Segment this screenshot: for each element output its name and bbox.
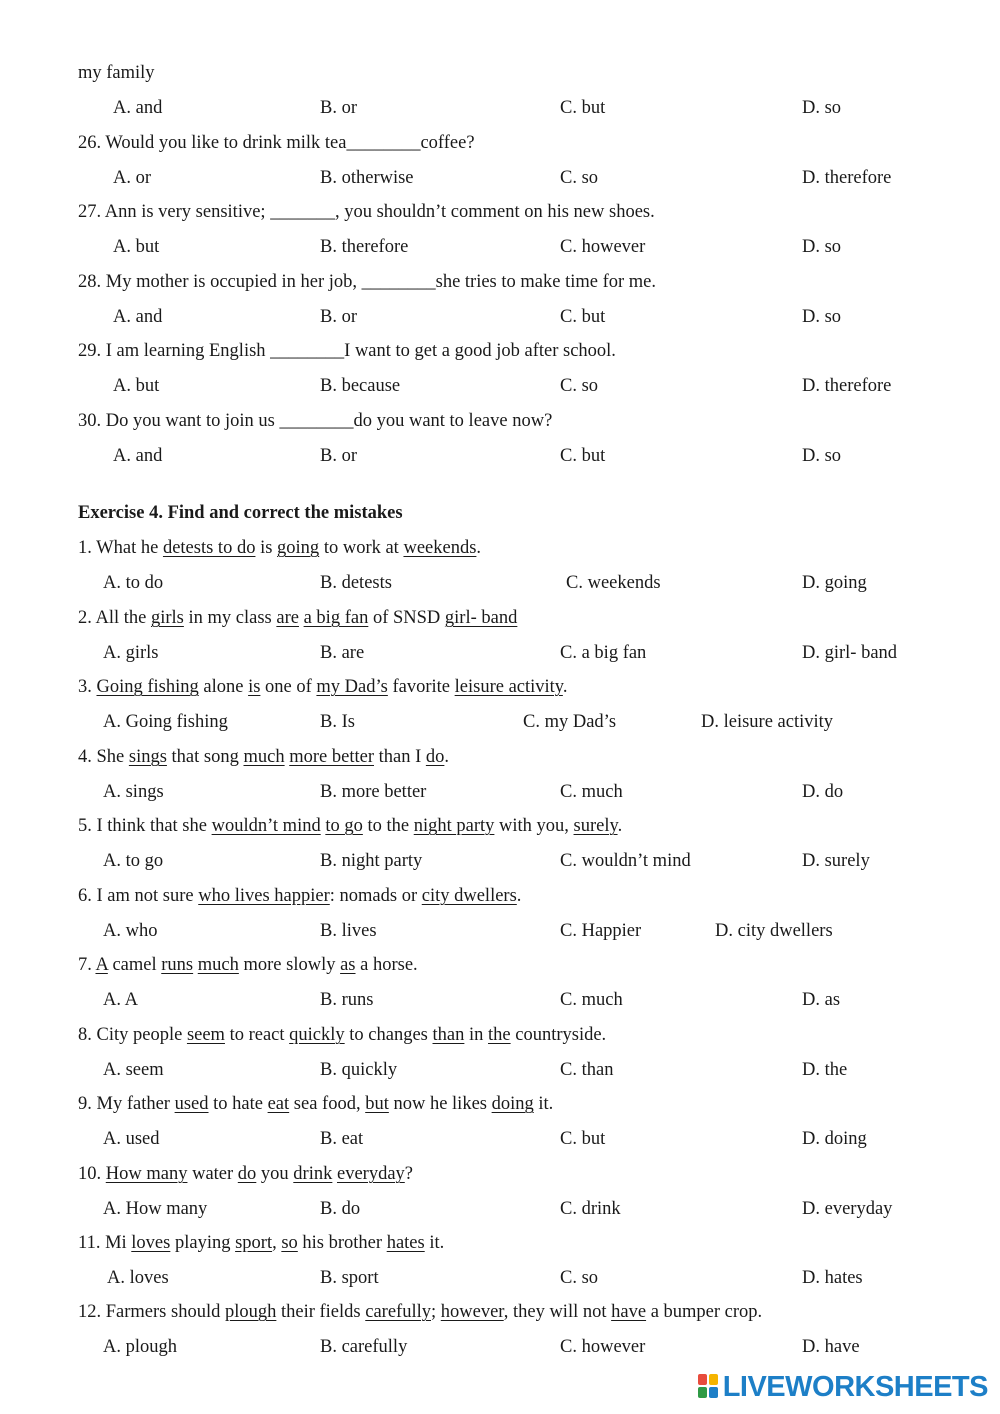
item-sentence <box>78 1024 606 1046</box>
underlined-segment[interactable]: my Dad’s <box>316 677 388 697</box>
underlined-segment[interactable]: drink <box>293 1164 333 1184</box>
item-sentence <box>78 885 521 907</box>
option-b[interactable]: B. or <box>320 98 357 118</box>
option-c[interactable]: C. drink <box>560 1199 621 1219</box>
option-d[interactable]: D. city dwellers <box>715 921 833 941</box>
option-c[interactable]: C. than <box>560 1060 614 1080</box>
sentence-text: 8. City people <box>78 1025 187 1045</box>
option-c[interactable]: C. but <box>560 98 606 118</box>
underlined-segment[interactable]: sings <box>128 747 167 767</box>
underlined-segment[interactable]: weekends <box>403 538 477 558</box>
option-a[interactable]: A. girls <box>103 643 159 663</box>
option-b[interactable]: B. otherwise <box>320 168 414 188</box>
underlined-segment[interactable]: have <box>611 1302 647 1322</box>
option-c[interactable]: C. weekends <box>566 573 661 593</box>
underlined-segment[interactable]: A <box>95 955 108 975</box>
option-b[interactable]: B. because <box>320 376 401 396</box>
option-a[interactable]: A. and <box>113 98 163 118</box>
option-d[interactable]: D. so <box>802 98 842 118</box>
underlined-segment[interactable]: is <box>248 677 261 697</box>
underlined-segment[interactable]: to go <box>325 816 363 836</box>
liveworksheets-logo[interactable] <box>698 1370 988 1404</box>
underlined-segment[interactable]: but <box>365 1094 389 1114</box>
sentence-text: sea food, <box>289 1094 366 1114</box>
underlined-segment[interactable]: so <box>281 1233 298 1253</box>
option-c[interactable]: C. so <box>560 1268 599 1288</box>
question-25-stem-tail: my family <box>78 63 155 83</box>
underlined-segment[interactable]: loves <box>131 1233 171 1253</box>
sentence-text: you <box>256 1164 294 1184</box>
option-b[interactable]: B. more better <box>320 782 427 802</box>
option-a[interactable]: A. but <box>113 237 160 257</box>
sentence-text: playing <box>170 1233 236 1253</box>
option-d[interactable]: D. the <box>802 1060 848 1080</box>
underlined-segment[interactable]: girl- band <box>444 608 518 628</box>
underlined-segment[interactable]: sport <box>235 1233 273 1253</box>
option-d[interactable]: D. as <box>802 990 841 1010</box>
underlined-segment[interactable]: quickly <box>289 1025 345 1045</box>
sentence-text: to work at <box>319 538 404 558</box>
sentence-text: 3. <box>78 677 97 697</box>
option-b[interactable]: B. therefore <box>320 237 409 257</box>
item-sentence <box>78 607 517 629</box>
sentence-text: 5. I think that she <box>78 816 212 836</box>
answer-blank[interactable]: ________ <box>279 411 354 431</box>
option-d[interactable]: D. so <box>802 446 842 466</box>
underlined-segment[interactable]: girls <box>150 608 184 628</box>
underlined-segment[interactable]: much <box>197 955 239 975</box>
option-a[interactable]: A. but <box>113 376 160 396</box>
sentence-text: favorite <box>387 677 455 697</box>
item-sentence <box>78 537 481 559</box>
underlined-segment[interactable]: runs <box>161 955 194 975</box>
option-b[interactable]: B. Is <box>320 712 355 732</box>
option-d[interactable]: D. so <box>802 307 842 327</box>
question-stem: 30. Do you want to join us ________do you want to leave now? <box>78 411 553 431</box>
underlined-segment[interactable]: who lives happier <box>198 886 330 906</box>
option-d[interactable]: D. going <box>802 573 867 593</box>
sentence-text: a bumper crop. <box>646 1302 763 1322</box>
underlined-segment[interactable]: night party <box>413 816 495 836</box>
option-a[interactable]: A. plough <box>103 1337 177 1357</box>
option-a[interactable]: A. A <box>103 990 138 1010</box>
sentence-text: it. <box>424 1233 445 1253</box>
sentence-text: : nomads or <box>329 886 422 906</box>
option-a[interactable]: A. or <box>113 168 152 188</box>
sentence-text: his brother <box>297 1233 387 1253</box>
underlined-segment[interactable]: however <box>440 1302 504 1322</box>
underlined-segment[interactable]: going <box>277 538 320 558</box>
underlined-segment[interactable]: the <box>488 1025 511 1045</box>
sentence-text: with you, <box>494 816 574 836</box>
option-d[interactable]: D. hates <box>802 1268 863 1288</box>
option-c[interactable]: C. much <box>560 990 623 1010</box>
sentence-text: 11. Mi <box>78 1233 132 1253</box>
underlined-segment[interactable]: seem <box>186 1025 225 1045</box>
option-c[interactable]: C. a big fan <box>560 643 647 663</box>
option-b[interactable]: B. carefully <box>320 1337 408 1357</box>
underlined-segment[interactable]: city dwellers <box>421 886 517 906</box>
underlined-segment[interactable]: are <box>276 608 299 628</box>
option-b[interactable]: B. sport <box>320 1268 379 1288</box>
sentence-text: 9. My father <box>78 1094 175 1114</box>
sentence-text: water <box>187 1164 238 1184</box>
option-d[interactable]: D. have <box>802 1337 860 1357</box>
sentence-text: to hate <box>208 1094 268 1114</box>
liveworksheets-logo-icon <box>698 1374 720 1400</box>
sentence-text: camel <box>107 955 162 975</box>
underlined-segment[interactable]: hates <box>386 1233 425 1253</box>
answer-blank[interactable]: _______ <box>270 202 335 222</box>
question-stem: 26. Would you like to drink milk tea________coffee? <box>78 133 475 153</box>
option-a[interactable]: A. and <box>113 307 163 327</box>
option-c[interactable]: C. but <box>560 446 606 466</box>
item-sentence <box>78 1093 553 1115</box>
underlined-segment[interactable]: plough <box>224 1302 277 1322</box>
option-d[interactable]: D. surely <box>802 851 870 871</box>
option-c[interactable]: C. much <box>560 782 623 802</box>
sentence-text: 12. Farmers should <box>78 1302 225 1322</box>
sentence-text: . <box>562 677 568 697</box>
option-b[interactable]: B. do <box>320 1199 361 1219</box>
option-a[interactable]: A. and <box>113 446 163 466</box>
option-b[interactable]: B. are <box>320 643 365 663</box>
sentence-text: 10. <box>78 1164 106 1184</box>
question-stem: 28. My mother is occupied in her job, ________she tries to make time for me. <box>78 272 657 292</box>
sentence-text: 6. I am not sure <box>78 886 199 906</box>
option-d[interactable]: D. girl- band <box>802 643 898 663</box>
answer-blank[interactable]: ________ <box>346 133 421 153</box>
option-b[interactable]: B. or <box>320 446 357 466</box>
sentence-text: to react <box>224 1025 290 1045</box>
option-c[interactable]: C. however <box>560 1337 646 1357</box>
option-c[interactable]: C. but <box>560 1129 606 1149</box>
sentence-text: is <box>255 538 278 558</box>
underlined-segment[interactable]: doing <box>491 1094 534 1114</box>
sentence-text: ; <box>431 1302 441 1322</box>
sentence-text: countryside. <box>510 1025 607 1045</box>
option-c[interactable]: C. but <box>560 307 606 327</box>
option-d[interactable]: D. doing <box>802 1129 867 1149</box>
option-b[interactable]: B. detests <box>320 573 392 593</box>
option-d[interactable]: D. everyday <box>802 1199 893 1219</box>
sentence-text: now he likes <box>388 1094 492 1114</box>
underlined-segment[interactable]: more better <box>289 747 374 767</box>
sentence-text: one of <box>260 677 317 697</box>
option-a[interactable]: A. used <box>103 1129 160 1149</box>
underlined-segment[interactable]: leisure activity <box>454 677 563 697</box>
underlined-segment[interactable]: carefully <box>365 1302 431 1322</box>
answer-blank[interactable]: ________ <box>270 341 345 361</box>
sentence-text: in my class <box>183 608 277 628</box>
sentence-text: . <box>617 816 623 836</box>
item-sentence <box>78 746 449 768</box>
exercise-4-heading: Exercise 4. Find and correct the mistakes <box>78 503 403 523</box>
option-a[interactable]: A. who <box>103 921 158 941</box>
sentence-text: than I <box>373 747 426 767</box>
underlined-segment[interactable]: surely <box>573 816 618 836</box>
underlined-segment[interactable]: much <box>243 747 285 767</box>
sentence-text: , they will not <box>503 1302 612 1322</box>
sentence-text: alone <box>198 677 249 697</box>
option-a[interactable]: A. loves <box>107 1268 169 1288</box>
underlined-segment[interactable]: do <box>425 747 445 767</box>
sentence-text: 7. <box>78 955 96 975</box>
option-b[interactable]: B. or <box>320 307 357 327</box>
option-d[interactable]: D. so <box>802 237 842 257</box>
option-b[interactable]: B. night party <box>320 851 423 871</box>
sentence-text: a horse. <box>355 955 418 975</box>
option-b[interactable]: B. runs <box>320 990 374 1010</box>
sentence-text: to the <box>362 816 414 836</box>
sentence-text: their fields <box>276 1302 366 1322</box>
option-d[interactable]: D. leisure activity <box>701 712 834 732</box>
sentence-text: more slowly <box>238 955 341 975</box>
option-b[interactable]: B. quickly <box>320 1060 398 1080</box>
underlined-segment[interactable]: everyday <box>336 1164 405 1184</box>
underlined-segment[interactable]: do <box>237 1164 257 1184</box>
option-a[interactable]: A. seem <box>103 1060 164 1080</box>
question-stem: 29. I am learning English ________I want to get a good job after school. <box>78 341 616 361</box>
option-c[interactable]: C. however <box>560 237 646 257</box>
sentence-text: . <box>476 538 482 558</box>
underlined-segment[interactable]: How many <box>105 1164 188 1184</box>
item-sentence <box>78 815 622 837</box>
sentence-text: 2. All the <box>78 608 151 628</box>
option-a[interactable]: A. to do <box>103 573 164 593</box>
item-sentence <box>78 1232 444 1254</box>
underlined-segment[interactable]: eat <box>267 1094 290 1114</box>
underlined-segment[interactable]: used <box>174 1094 209 1114</box>
item-sentence <box>78 954 418 976</box>
underlined-segment[interactable]: a big fan <box>303 608 369 628</box>
underlined-segment[interactable]: detests to do <box>162 538 256 558</box>
option-c[interactable]: C. wouldn’t mind <box>560 851 691 871</box>
option-d[interactable]: D. therefore <box>802 168 892 188</box>
sentence-text: in <box>464 1025 489 1045</box>
option-a[interactable]: A. Going fishing <box>103 712 228 732</box>
option-b[interactable]: B. eat <box>320 1129 364 1149</box>
option-a[interactable]: A. sings <box>103 782 164 802</box>
option-d[interactable]: D. do <box>802 782 844 802</box>
option-b[interactable]: B. lives <box>320 921 377 941</box>
underlined-segment[interactable]: wouldn’t mind <box>211 816 321 836</box>
sentence-text: to changes <box>344 1025 433 1045</box>
underlined-segment[interactable]: Going fishing <box>96 677 199 697</box>
answer-blank[interactable]: ________ <box>361 272 436 292</box>
option-a[interactable]: A. to go <box>103 851 164 871</box>
liveworksheets-logo-text: LIVEWORKSHEETS <box>722 1370 988 1403</box>
item-sentence <box>78 676 567 698</box>
option-c[interactable]: C. so <box>560 168 599 188</box>
item-sentence <box>78 1163 413 1185</box>
option-a[interactable]: A. How many <box>103 1199 208 1219</box>
question-stem: 27. Ann is very sensitive; _______, you shouldn’t comment on his new shoes. <box>78 202 655 222</box>
sentence-text: ? <box>404 1164 413 1184</box>
sentence-text: 4. She <box>78 747 129 767</box>
sentence-text: . <box>444 747 449 767</box>
sentence-text: . <box>516 886 522 906</box>
option-c[interactable]: C. so <box>560 376 599 396</box>
sentence-text: of SNSD <box>368 608 445 628</box>
option-c[interactable]: C. my Dad’s <box>523 712 617 732</box>
underlined-segment[interactable]: than <box>432 1025 465 1045</box>
sentence-text: it. <box>533 1094 554 1114</box>
item-sentence <box>78 1301 762 1323</box>
option-d[interactable]: D. therefore <box>802 376 892 396</box>
option-c[interactable]: C. Happier <box>560 921 642 941</box>
underlined-segment[interactable]: as <box>340 955 356 975</box>
sentence-text: that song <box>166 747 244 767</box>
sentence-text: 1. What he <box>78 538 163 558</box>
sentence-text: , <box>272 1233 282 1253</box>
